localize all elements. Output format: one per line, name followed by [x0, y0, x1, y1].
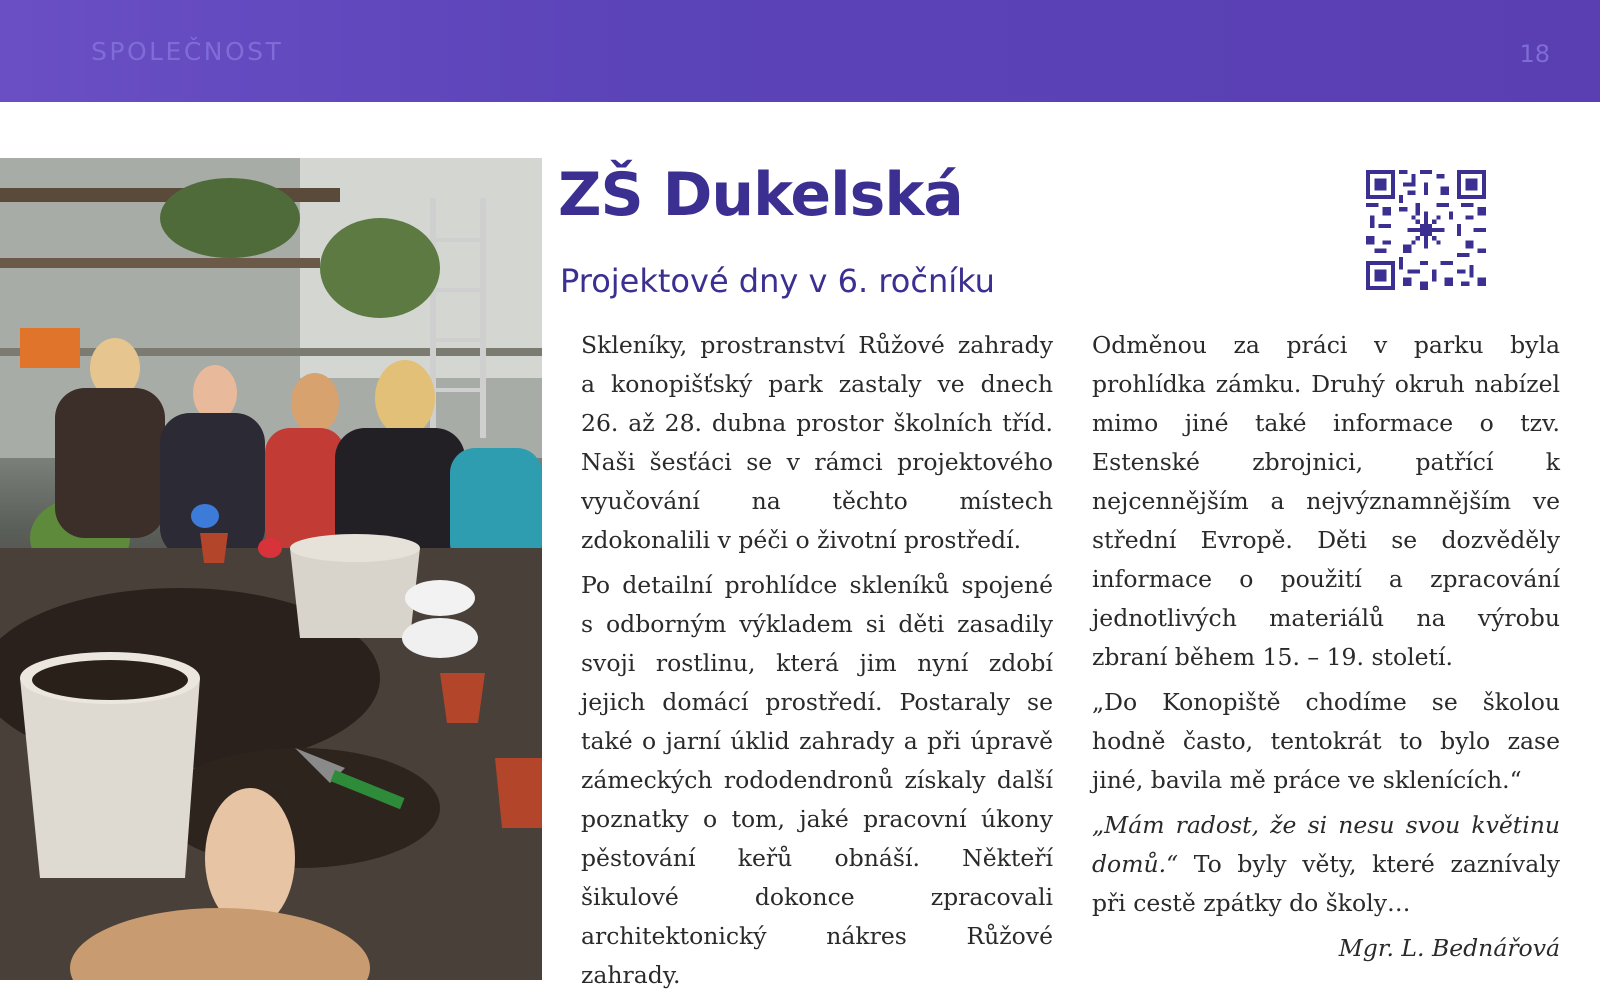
quote-italic: „Mám radost, že si nesu svou květinu domů.“ [1092, 811, 1560, 878]
article-column-right [1092, 326, 1560, 968]
article-photo [0, 158, 542, 980]
paragraph: Odměnou za práci v parku byla prohlídka zámku. Druhý okruh nabízel mimo jiné také informace o tzv. Estenské zbrojnici, patřící k nejcennějším a nejvýznamnějším ve střední Evropě. Děti se dozvěděly informace o použití a zpracování jednotlivých materiálů na výrobu zbraní během 15. – 19. století. [1092, 331, 1560, 671]
article-column-left [581, 326, 1053, 1001]
author-signature: Mgr. L. Bednářová [1338, 934, 1560, 962]
page-number: 18 [1519, 40, 1550, 68]
qr-code [1366, 170, 1486, 290]
quote-paragraph [1092, 806, 1560, 923]
header-bar [0, 0, 1600, 102]
quote-tail: To byly věty, které zaznívaly při cestě zpátky do školy… [1092, 850, 1560, 917]
paragraph: Skleníky, prostranství Růžové zahrady a konopišťský park zastaly ve dnech 26. až 28. dubna prostor školních tříd. Naši šesťáci se v rámci projektového vyučování na těchto místech zdokonalili v péči o životní prostředí. [581, 331, 1053, 554]
article-title: ZŠ Dukelská [558, 160, 963, 230]
paragraph: Po detailní prohlídce skleníků spojené s odborným výkladem si děti zasadily svoji rostlinu, která jim nyní zdobí jejich domácí prostředí. Postaraly se také o jarní úklid zahrady a při úpravě zámeckých rododendronů získaly další poznatky o tom, jaké pracovní úkony pěstování keřů obnáší. Někteří šikulové dokonce zpracovali architektonický nákres Růžové zahrady. [581, 571, 1053, 989]
article-subtitle: Projektové dny v 6. ročníku [560, 262, 995, 300]
quote-paragraph: „Do Konopiště chodíme se školou hodně často, tentokrát to bylo zase jiné, bavila mě práce ve sklenících.“ [1092, 688, 1560, 794]
section-name: SPOLEČNOST [91, 37, 284, 66]
